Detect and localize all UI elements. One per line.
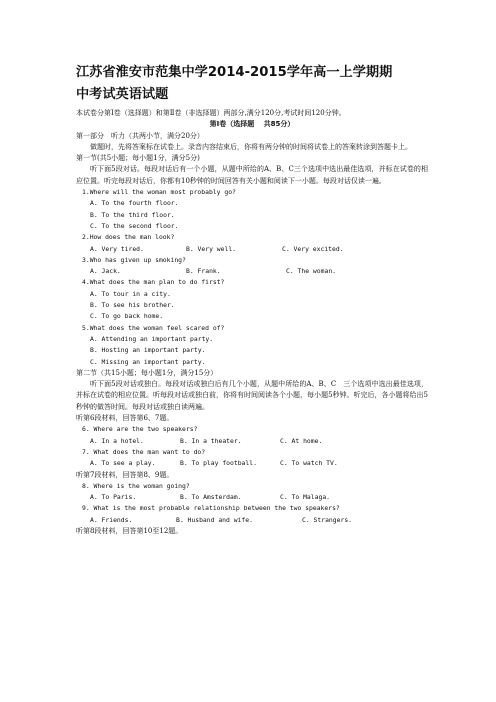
question-6-option-c: C. At home.: [280, 436, 323, 445]
subsection1-heading: 第一节(共5小题；每小题1分，满分5分): [76, 154, 200, 163]
question-9-option-b: B. Husband and wife.: [176, 515, 253, 524]
question-1: 1.Where will the woman most probably go?: [82, 188, 236, 197]
question-9: 9. What is the most probable relationship between the two speakers?: [82, 504, 340, 513]
question-3-options: [76, 266, 428, 277]
subsection2-heading: 第二节（共15小题；每小题1分，满分15分）: [76, 368, 218, 377]
subsection1-instructions: 听下面5段对话。每段对话后有一个小题，从题中所给的A、B、C三个选项中选出最佳选项，并标在试卷的相应位置。听完每段对话后，你都有10秒钟的时间回答有关小题和阅读下一小题。每段对话仅读一遍。: [76, 165, 428, 185]
question-2-option-a: A. Very tired.: [90, 244, 144, 253]
question-5: 5.What does the woman feel scared of?: [82, 323, 225, 332]
question-4-option-a: A. To tour in a city.: [90, 289, 171, 298]
question-2-options: [76, 244, 428, 255]
material-8-note: 听第8段材料，回答第10至12题。: [76, 526, 183, 535]
question-3-option-a: A. Jack.: [90, 267, 121, 276]
question-8: 8. Where is the woman going?: [82, 481, 190, 490]
material-6-note: 听第6段材料，回答第6、7题。: [76, 414, 174, 423]
question-9-option-a: A. Friends.: [90, 515, 133, 524]
question-7: 7. What does the man want to do?: [82, 447, 206, 456]
question-6-option-a: A. In a hotel.: [90, 436, 144, 445]
question-8-option-a: A. To Paris.: [90, 493, 137, 502]
material-7-note: 听第7段材料，回答第8、9题。: [76, 470, 174, 479]
question-6-option-b: B. In a theater.: [180, 436, 242, 445]
question-5-option-c: C. Missing an important party.: [90, 357, 206, 366]
question-8-option-b: B. To Amsterdam.: [180, 493, 242, 502]
question-4: 4.What does the man plan to do first?: [82, 278, 225, 287]
question-7-options: [76, 458, 428, 469]
question-6: 6. Where are the two speakers?: [82, 425, 198, 434]
exam-title-line-1: 江苏省淮安市范集中学2014-2015学年高一上学期期: [76, 65, 393, 80]
question-9-option-c: C. Strangers.: [302, 515, 353, 524]
question-9-options: [76, 515, 428, 526]
exam-page: [76, 62, 428, 537]
question-5-option-a: A. Attending an important party.: [90, 334, 214, 343]
part1-heading: 第Ⅰ卷（选择题 共85分）: [209, 120, 295, 129]
question-1-option-b: B. To the third floor.: [90, 210, 175, 219]
question-1-option-c: C. To the second floor.: [90, 221, 179, 230]
question-7-option-a: A. To see a play.: [90, 459, 156, 468]
exam-intro: 本试卷分第Ⅰ卷（选择题）和第Ⅱ卷（非选择题）两部分,满分120分,考试时间120分钟。: [76, 109, 346, 117]
question-6-options: [76, 436, 428, 447]
exam-title: [76, 62, 428, 106]
question-2-option-b: B. Very well.: [186, 244, 237, 253]
section1-instructions: 做题时，先将答案标在试卷上。录音内容结束后，你将有两分钟的时间将试卷上的答案转涂到答题卡上。: [90, 142, 412, 151]
subsection2-instructions: 听下面5段对话或独白。每段对话或独白后有几个小题，从题中所给的A、B、C 三个选项中选出最佳选项，并标在试卷的相应位置。听每段对话或独白前，你将有时间阅读各个小题，每小题5秒钟。听完后，各小题将给出5秒钟的做答时间。每段对话或独白读两遍。: [76, 380, 428, 411]
exam-title-line-2: 中考试英语试题: [76, 87, 169, 102]
question-2-option-c: C. Very excited.: [282, 244, 344, 253]
question-7-option-c: C. To watch TV.: [280, 459, 338, 468]
question-4-option-c: C. To go back home.: [90, 312, 164, 321]
question-8-option-c: C. To Malaga.: [280, 493, 331, 502]
question-1-option-a: A. To the fourth floor.: [90, 199, 179, 208]
question-8-options: [76, 492, 428, 503]
question-7-option-b: B. To play football.: [180, 459, 257, 468]
question-2: 2.How does the man look?: [82, 233, 175, 242]
question-4-option-b: B. To see his brother.: [90, 301, 175, 310]
question-5-option-b: B. Hosting an important party.: [90, 346, 206, 355]
question-3-option-b: B. Frank.: [186, 267, 221, 276]
question-3: 3.Who has given up smoking?: [82, 255, 186, 264]
section1-heading: 第一部分 听力（共两小节，满分20分）: [76, 131, 204, 140]
question-3-option-c: C. The woman.: [286, 267, 337, 276]
